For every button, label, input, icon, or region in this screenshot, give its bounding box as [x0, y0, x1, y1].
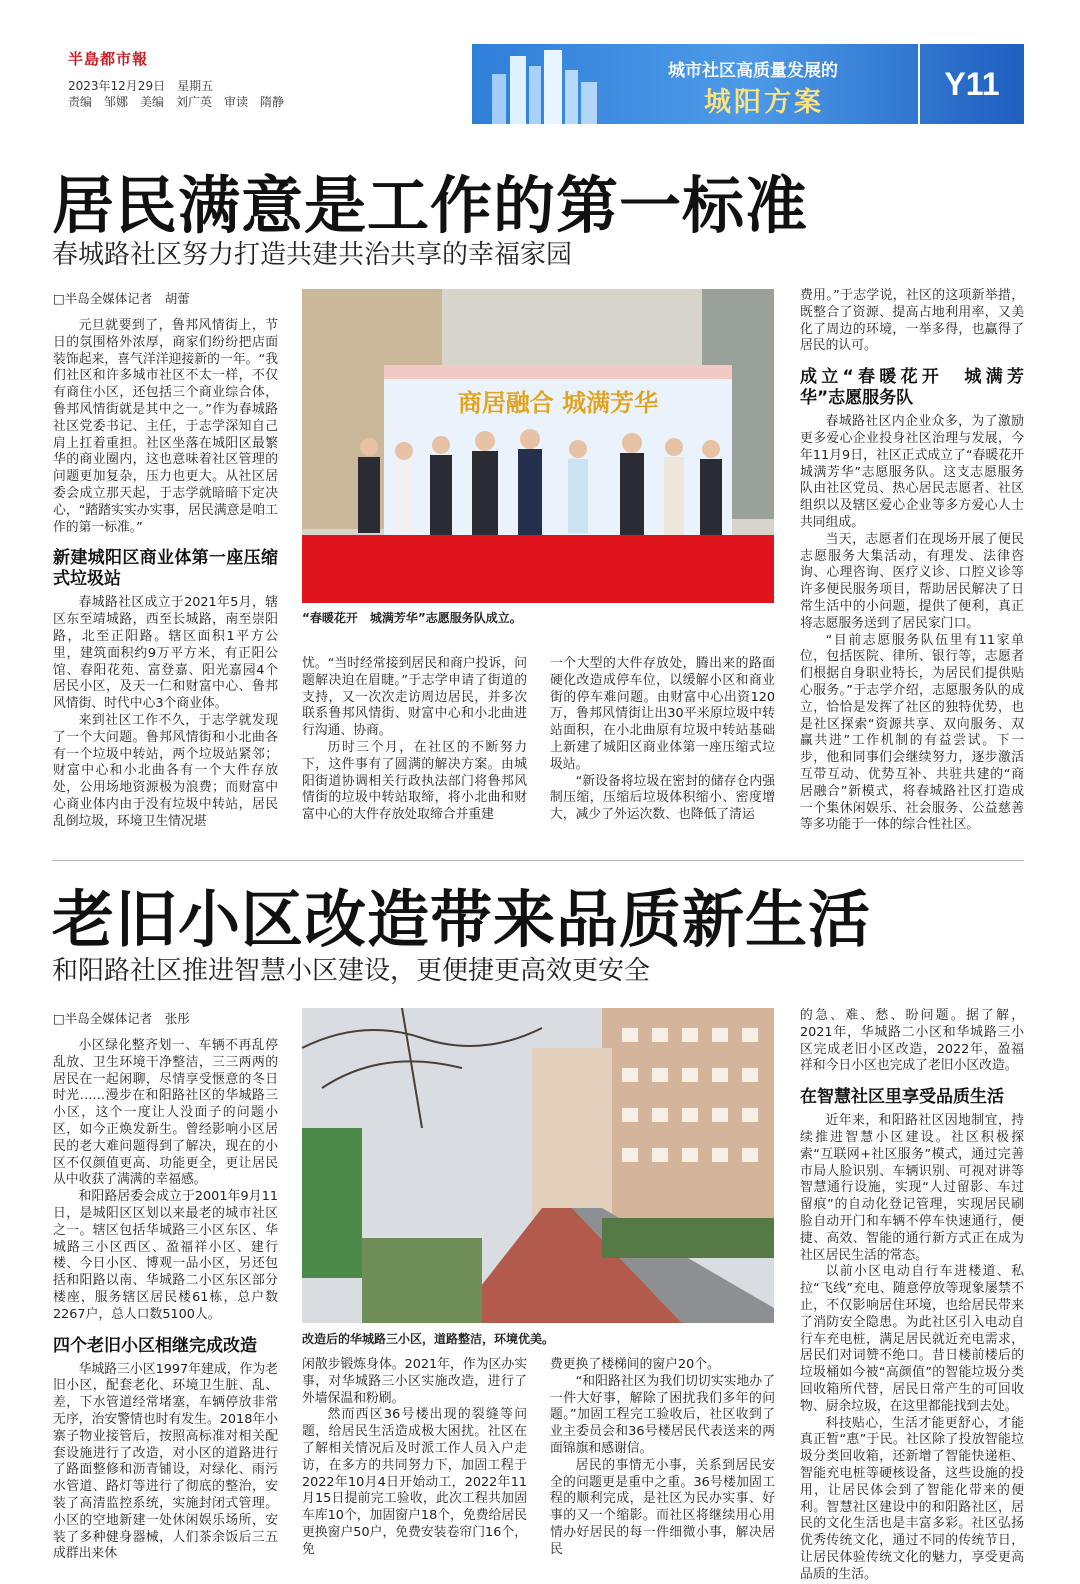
- article2-column-1: [53, 1038, 278, 1562]
- issue-date: 2023年12月29日 星期五: [68, 79, 214, 93]
- article1-byline: □半岛全媒体记者 胡蕾: [53, 291, 190, 306]
- article1-section-heading-2: 成立“春暖花开 城满芳华”志愿服务队: [800, 367, 1024, 409]
- article1-subhead: 春城路社区努力打造共建共治共享的幸福家园: [52, 240, 573, 270]
- article2-section-heading-2: 在智慧社区里享受品质生活: [800, 1087, 1004, 1108]
- article2-headline: 老旧小区改造带来品质新生活: [52, 883, 872, 956]
- article2-column-4: [800, 1008, 1024, 1582]
- article2-column-3: [550, 1357, 775, 1557]
- paragraph: 春城路社区内企业众多，为了激励更多爱心企业投身社区治理与发展，今年11月9日，社区正式成立了“春暖花开 城满芳华”志愿服务队。这支志愿服务队由社区党员、热心居民志愿者、社区组织以及辖区爱心企业等多方爱心人士共同组成。: [800, 414, 1037, 530]
- article1-photo-caption: “春暖花开 城满芳华”志愿服务队成立。: [302, 611, 522, 625]
- article2-byline: □半岛全媒体记者 张彤: [53, 1011, 190, 1026]
- paragraph: 春城路社区成立于2021年5月，辖区东至靖城路，西至长城路，南至崇阳路，北至正阳路。辖区面积1平方公里，建筑面积约9万平方米，有正阳公馆、春阳花苑、富登嘉、阳光嘉园4个居民小区，及天一仁和财富中心、鲁邦风情街、时代中心3个商业体。: [53, 595, 278, 712]
- paragraph: 小区绿化整齐划一、车辆不再乱停乱放、卫生环境干净整洁，三三两两的居民在一起闲聊，尽情享受惬意的冬日时光……漫步在和阳路社区的华城路三小区，这个一度让人没面子的问题小区，如今正焕发新生。曾经影响小区居民的老大难问题得到了解决，现在的小区不仅颜值更高、功能更全，更让居民从中收获了满满的幸福感。: [53, 1038, 278, 1188]
- volunteer-ceremony-photo: [302, 289, 774, 603]
- editor-credits: 责编 邹娜 美编 刘广英 审读 隋静: [68, 95, 285, 109]
- paragraph: 元旦就要到了，鲁邦风情街上，节日的氛围格外浓厚，商家们纷纷把店面装饰起来，喜气洋洋迎接新的一年。“我们社区和许多城市社区不太一样，不仅有商住小区，还包括三个商业综合体，鲁邦风情街就是其中之一。”作为春城路社区党委书记、主任，于志学深知自己肩上扛着重担。社区坐落在城阳区最繁华的商业圈内，这也意味着社区管理的问题更加复杂，压力也更大。从社区居委会成立那天起，于志学就暗暗下定决心，“踏踏实实办实事，居民满意是咱工作的第一标准。”: [53, 318, 278, 535]
- paragraph: 居民的事情无小事，关系到居民安全的问题更是重中之重。36号楼加固工程的顺利完成，是社区为民办实事、好事的又一个缩影。而社区将继续用心用情办好居民的每一件细微小事，解决居民: [550, 1457, 775, 1557]
- photo-banner-text: 商居融合 城满芳华: [457, 389, 659, 417]
- article1-headline: 居民满意是工作的第一标准: [52, 169, 809, 242]
- paragraph: “目前志愿服务队伍里有11家单位，包括医院、律所、银行等，志愿者们根据自身职业特长，为居民们提供贴心服务。”于志学介绍，志愿服务队的成立，恰恰是发挥了社区的独特优势，也是社区探索“资源共享、双向服务、双赢共进”工作机制的有益尝试。下一步，他和同事们会继续努力，逐步激活互带互动、优势互补、共驻共建的“商居融合”新模式，将春城路社区打造成一个集休闲娱乐、社会服务、公益慈善等多功能于一体的综合性社区。: [800, 632, 1024, 833]
- paragraph: 费更换了楼梯间的窗户20个。: [550, 1357, 720, 1372]
- paragraph: 一个大型的大件存放处，腾出来的路面硬化改造成停车位，以缓解小区和商业街的停车难问题。由财富中心出资120万，鲁邦风情街让出30平米原垃圾中转站面积，在小北曲原有垃圾中转站基础上新建了城阳区商业体第一座压缩式垃圾站。: [550, 656, 775, 772]
- paragraph: 忧。“当时经常接到居民和商户投诉，问题解决迫在眉睫。”于志学申请了街道的支持，又一次次走访周边居民，并多次联系鲁邦风情街、财富中心和小北曲进行沟通、协商。: [302, 656, 527, 739]
- paragraph: “新设备将垃圾在密封的储存仓内强制压缩，压缩后垃圾体积缩小、密度增大，减少了外运次数、也降低了清运: [550, 773, 775, 823]
- paragraph: 近年来，和阳路社区因地制宜，持续推进智慧小区建设。社区积极探索“互联网+社区服务”模式，通过完善市局人脸识别、车辆识别、可视对讲等智慧通行设施，实现“人过留影、车过留痕”的自动化登记管理，实现居民刷脸自动开门和车辆不停车快速通行，便捷、高效、智能的通行新方式正在成为社区居民生活的常态。: [800, 1113, 1024, 1263]
- article2-photo-caption: 改造后的华城路三小区，道路整洁，环境优美。: [302, 1332, 555, 1346]
- paragraph: 来到社区工作不久，于志学就发现了一个大问题。鲁邦风情街和小北曲各有一个垃圾中转站，两个垃圾站紧邻；财富中心和小北曲各有一个大件存放处，公用场地资源极为浪费；而财富中心商业体内由于没有垃圾中转站，居民乱倒垃圾，环境卫生情况堪: [53, 712, 278, 829]
- article2-column-2: [302, 1357, 527, 1557]
- paragraph: 以前小区电动自行车进楼道、私拉“飞线”充电、随意停放等现象屡禁不止，不仅影响居住环境，也给居民带来了消防安全隐患。为此社区引入电动自行车充电桩，满足居民就近充电需求，居民们对词赞不绝口。昔日楼前楼后的垃圾桶如今被“高颜值”的智能垃圾分类回收箱所代替，居民日常产生的可回收物、厨余垃圾，在这里都能找到去处。: [800, 1264, 1024, 1414]
- article1-column-3: [550, 656, 775, 846]
- banner-title-line2: 城阳方案: [704, 87, 824, 118]
- article1-section-heading-1: 新建城阳区商业体第一座压缩式垃圾站: [53, 548, 278, 590]
- article1-column-4: [800, 288, 1037, 850]
- section-banner: [472, 44, 1024, 124]
- paragraph: 华城路三小区1997年建成，作为老旧小区，配套老化、环境卫生脏、乱、差，下水管道经常堵塞，车辆停放非常无序，治安警情也时有发生。2018年小寨子物业接管后，按照高标准对相关配套设施进行了改造，对小区的道路进行了路面整修和沥青铺设，对绿化、雨污水管道、路灯等进行了彻底的整治，安装了高清监控系统，实施封闭式管理。小区的空地新建一处休闲娱乐场所，安装了多种健身器械，人们茶余饭后三五成群出来休: [53, 1361, 278, 1562]
- article1-column-1: [53, 318, 278, 846]
- paragraph: 费用。”于志学说，社区的这项新举措，既整合了资源、提高占地利用率，又美化了周边的环境，一举多得，也赢得了居民的认可。: [800, 288, 1024, 354]
- paragraph: 的急、难、愁、盼问题。据了解，2021年，华城路二小区和华城路三小区完成老旧小区改造，2022年，盈福祥和今日小区也完成了老旧小区改造。: [800, 1008, 1024, 1074]
- paragraph: 闲散步锻炼身体。2021年，作为区办实事，对华城路三小区实施改造，进行了外墙保温和粉刷。: [302, 1357, 527, 1406]
- paragraph: 和阳路居委会成立于2001年9月11日，是城阳区区划以来最老的城市社区之一。辖区包括华城路三小区东区、华城路三小区西区、盈福祥小区、建行楼、今日小区、博观一品小区，另还包括和阳路以南、华城路二小区东区部分楼座，服务辖区居民楼61栋，总户数2267户，总人口数5100人。: [53, 1189, 278, 1322]
- renovated-community-photo: [302, 1008, 774, 1323]
- banner-title-line1: 城市社区高质量发展的: [668, 61, 838, 81]
- paragraph: 然而西区36号楼出现的裂缝等问题，给居民生活造成极大困扰。社区在了解相关情况后及时派工作人员入户走访，在多方的共同努力下，加固工程于2022年10月4日开始动工，2022年11月15日提前完工验收，此次工程共加固车库10个，加固窗户18个，免费给居民更换窗户50户，免费安装卷帘门16个，免: [302, 1407, 527, 1557]
- skyline-icon: [472, 44, 622, 124]
- page-number: Y11: [918, 44, 1024, 124]
- paragraph: 科技贴心，生活才能更舒心，才能真正暂“惠”于民。社区除了投放智能垃圾分类回收箱，还新增了智能快递柜、智能充电桩等硬核设备，这些设施的投用，让居民体会到了智能化带来的便利。智慧社区建设中的和阳路社区，居民的文化生活也是丰富多彩。社区弘扬优秀传统文化，通过不同的传统节日，让居民体验传统文化的魅力，享受更高品质的生活。: [800, 1415, 1024, 1582]
- paragraph: “和阳路社区为我们切切实实地办了一件大好事，解除了困扰我们多年的问题。”加固工程完工验收后，社区收到了业主委员会和36号楼居民代表送来的两面锦旗和感谢信。: [550, 1373, 775, 1456]
- article-divider: [52, 860, 1024, 861]
- article2-section-heading-1: 四个老旧小区相继完成改造: [53, 1335, 257, 1356]
- article1-column-2: [302, 656, 527, 846]
- paragraph: 历时三个月，在社区的不断努力下，这件事有了圆满的解决方案。由城阳街道协调相关行政执法部门将鲁邦风情街的垃圾中转站取缔，将小北曲和财富中心的大件存放处取缔合并重建: [302, 739, 527, 823]
- newspaper-logo: 半島都市報: [68, 50, 149, 68]
- article2-subhead: 和阳路社区推进智慧小区建设，更便捷更高效更安全: [52, 956, 651, 986]
- paragraph: 当天，志愿者们在现场开展了便民志愿服务大集活动，有理发、法律咨询、心理咨询、医疗义诊、口腔义诊等许多便民服务项目，帮助居民解决了日常生活中的小问题，提供了便利，真正将志愿服务送到了居民家门口。: [800, 531, 1024, 631]
